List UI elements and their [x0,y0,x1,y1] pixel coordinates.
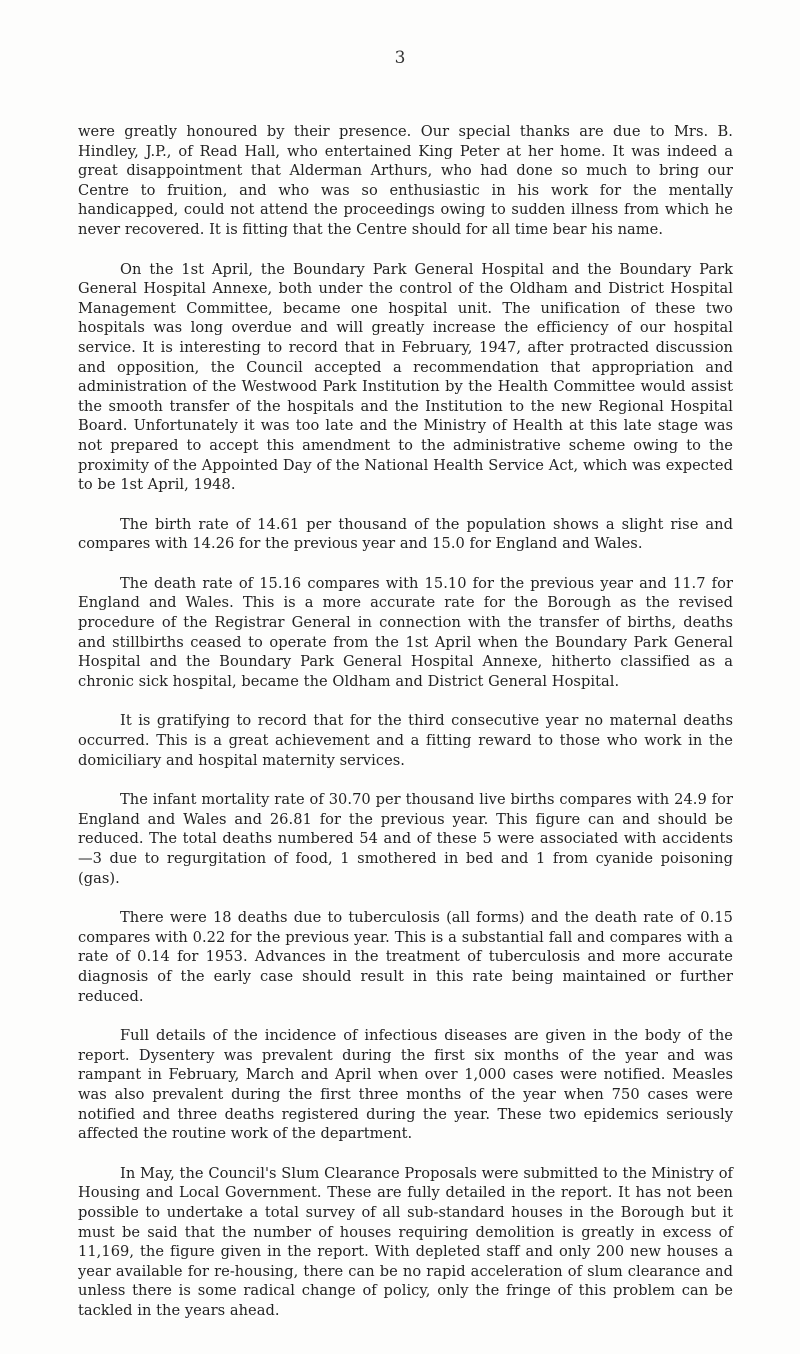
report-body [78,122,733,1340]
paragraph-centre-opening: were greatly honoured by their presence. Our special thanks are due to Mrs. B. Hindley, J.P., of Read Hall, who entertained King Peter at her home. It was indeed a great disappointment that Alderman Arthurs, who had done so much to bring our Centre to fruition, and who was so enthusiastic in his work for the mentally handicapped, could not attend the proceedings owing to sudden illness from which he never recovered. It is fitting that the Centre should for all time bear his name. [78,123,733,238]
page-number: 3 [394,48,406,68]
paragraph-infectious-diseases: Full details of the incidence of infectious diseases are given in the body of the report. Dysentery was prevalent during the first six months of the year and was rampant in February, March and April when over 1,000 cases were notified. Measles was also prevalent during the first three months of the year when 750 cases were notified and three deaths registered during the year. These two epidemics seriously affected the routine work of the department. [78,1027,733,1143]
paragraph-hospital-unification: On the 1st April, the Boundary Park General Hospital and the Boundary Park General Hospital Annexe, both under the control of the Oldham and District Hospital Management Committee, became one hospital unit. The unification of these two hospitals was long overdue and will greatly increase the efficiency of our hospital service. It is interesting to record that in February, 1947, after protracted discussion and opposition, the Council accepted a recommendation that appropriation and administration of the Westwood Park Institution by the Health Committee would assist the smooth transfer of the hospitals and the Institution to the new Regional Hospital Board. Unfortunately it was too late and the Ministry of Health at this late stage was not prepared to accept this amendment to the administrative scheme owing to the proximity of the Appointed Day of the National Health Service Act, which was expected to be 1st April, 1948. [78,260,733,494]
paragraph-tuberculosis: There were 18 deaths due to tuberculosis (all forms) and the death rate of 0.15 compares with 0.22 for the previous year. This is a substantial fall and compares with a rate of 0.14 for 1953. Advances in the treatment of tuberculosis and more accurate diagnosis of the early case should result in this rate being maintained or further reduced. [78,909,733,1005]
paragraph-birth-rate: The birth rate of 14.61 per thousand of the population shows a slight rise and compares with 14.26 for the previous year and 15.0 for England and Wales. [78,515,733,553]
paragraph-infant-mortality: The infant mortality rate of 30.70 per thousand live births compares with 24.9 for England and Wales and 26.81 for the previous year. This figure can and should be reduced. The total deaths numbered 54 and of these 5 were associated with accidents—3 due to regurgitation of food, 1 smothered in bed and 1 from cyanide poisoning (gas). [78,791,733,887]
paragraph-slum-clearance: In May, the Council's Slum Clearance Proposals were submitted to the Ministry of Housing and Local Government. These are fully detailed in the report. It has not been possible to undertake a total survey of all sub-standard houses in the Borough but it must be said that the number of houses requiring demolition is greatly in excess of 11,169, the figure given in the report. With depleted staff and only 200 new houses a year available for re-housing, there can be no rapid acceleration of slum clearance and unless there is some radical change of policy, only the fringe of this problem can be tackled in the years ahead. [78,1164,733,1319]
paragraph-death-rate: The death rate of 15.16 compares with 15.10 for the previous year and 11.7 for England and Wales. This is a more accurate rate for the Borough as the revised procedure of the Registrar General in connection with the transfer of births, deaths and stillbirths ceased to operate from the 1st April when the Boundary Park General Hospital and the Boundary Park General Hospital Annexe, hitherto classified as a chronic sick hospital, became the Oldham and District General Hospital. [78,574,733,690]
paragraph-maternal-deaths: It is gratifying to record that for the third consecutive year no maternal deaths occurred. This is a great achievement and a fitting reward to those who work in the domiciliary and hospital maternity services. [78,712,733,769]
